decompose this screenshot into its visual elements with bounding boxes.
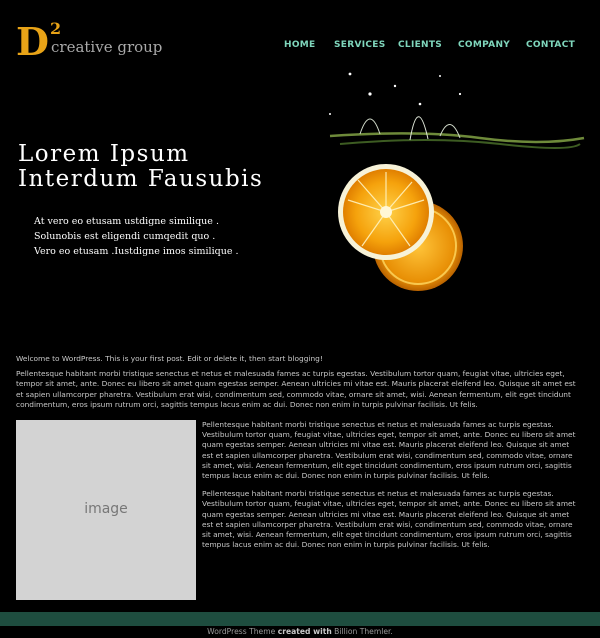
image-placeholder-label: image [84, 501, 128, 517]
hero-banner [0, 64, 600, 346]
hero-title [18, 142, 298, 192]
logo-text: creative group [51, 38, 163, 56]
site-logo[interactable] [16, 20, 216, 64]
orange-splash-image [300, 64, 590, 346]
footer-link-wordpress-theme[interactable]: WordPress Theme [207, 627, 276, 636]
side-paragraph-1: Pellentesque habitant morbi tristique senectus et netus et malesuada fames ac turpis egestas. Vestibulum tortor quam, feugiat vitae, ultricies eget, tempor sit amet, ante. Donec eu libero sit amet quam egestas semper. Aenean ultricies mi vitae est. Mauris placerat eleifend leo. Quisque sit amet est et sapien ullamcorper pharetra. Vestibulum erat wisi, condimentum sed, commodo vitae, ornare sit amet, wisi. Aenean fermentum, elit eget tincidunt condimentum, eros ipsum rutrum orci, sagittis tempus lacus enim ac dui. Donec non enim in turpis pulvinar facilisis. Ut felis. [202, 420, 576, 481]
nav-home[interactable]: HOME [284, 40, 316, 50]
hero-subtitle [34, 214, 264, 259]
hero-subtitle-line2: Solunobis est eligendi cumqedit quo . [34, 231, 216, 242]
logo-superscript: 2 [50, 19, 62, 38]
welcome-text: Welcome to WordPress. This is your first post. Edit or delete it, then start blogging! [16, 354, 323, 363]
footer [0, 626, 600, 638]
hero-subtitle-line3: Vero eo etusam .Iustdigne imos similique . [34, 246, 239, 257]
footer-link-themler[interactable]: Billion Themler. [334, 627, 393, 636]
nav-company[interactable]: COMPANY [458, 40, 511, 50]
nav-contact[interactable]: CONTACT [526, 40, 576, 50]
footer-bar [0, 612, 600, 626]
side-text [202, 420, 582, 558]
lead-paragraph: Pellentesque habitant morbi tristique senectus et netus et malesuada fames ac turpis egestas. Vestibulum tortor quam, feugiat vitae, ultricies eget, tempor sit amet, ante. Donec eu libero sit amet quam egestas semper. Aenean ultricies mi vitae est. Mauris placerat eleifend leo. Quisque sit amet est et sapien ullamcorper pharetra. Vestibulum erat wisi, condimentum sed, commodo vitae, ornare sit amet, wisi. Aenean fermentum, elit eget tincidunt condimentum, eros ipsum rutrum orci, sagittis tempus lacus enim ac dui. Donec non enim in turpis pulvinar facilisis. Ut felis. [16, 369, 576, 409]
post-content [16, 354, 582, 416]
nav-services[interactable]: SERVICES [334, 40, 386, 50]
hero-title-line1: Lorem Ipsum [18, 141, 190, 167]
hero-subtitle-line1: At vero eo etusam ustdigne similique . [34, 216, 219, 227]
hero-title-line2: Interdum Fausubis [18, 166, 264, 192]
nav-clients[interactable]: CLIENTS [398, 40, 443, 50]
footer-created-with: created with [277, 627, 332, 636]
main-nav [270, 40, 580, 54]
image-placeholder [16, 420, 196, 600]
side-paragraph-2: Pellentesque habitant morbi tristique senectus et netus et malesuada fames ac turpis egestas. Vestibulum tortor quam, feugiat vitae, ultricies eget, tempor sit amet, ante. Donec eu libero sit amet quam egestas semper. Aenean ultricies mi vitae est. Mauris placerat eleifend leo. Quisque sit amet est et sapien ullamcorper pharetra. Vestibulum erat wisi, condimentum sed, commodo vitae, ornare sit amet, wisi. Aenean fermentum, elit eget tincidunt condimentum, eros ipsum rutrum orci, sagittis tempus lacus enim ac dui. Donec non enim in turpis pulvinar facilisis. Ut felis. [202, 489, 576, 550]
logo-letter: D [16, 19, 49, 64]
